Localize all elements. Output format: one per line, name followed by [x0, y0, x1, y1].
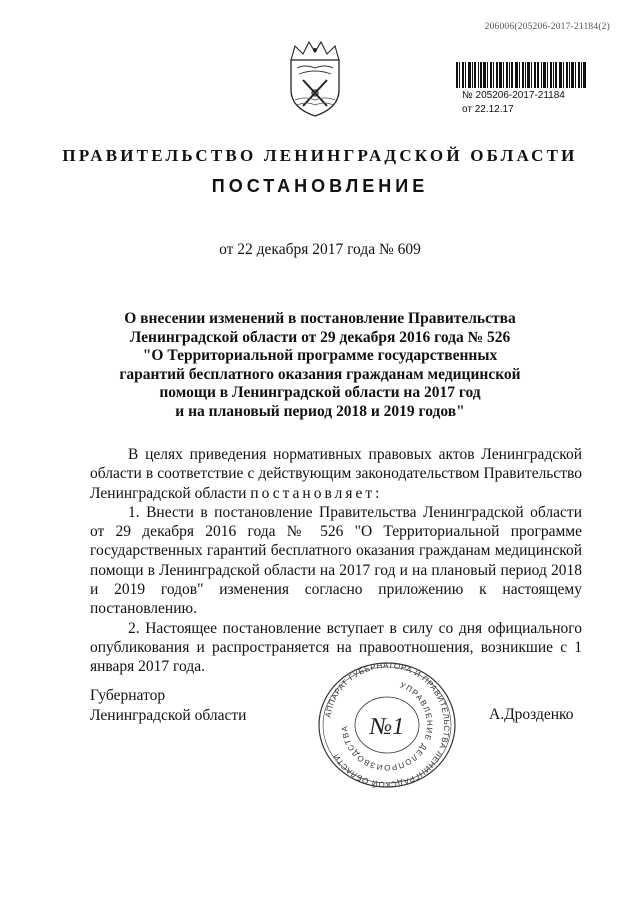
registration-date: от 22.12.17: [462, 104, 514, 115]
seal-inner-text: УПРАВЛЕНИЕ ДЕЛОПРОИЗВОДСТВА: [339, 680, 435, 773]
top-reference-number: 206006(205206-2017-21184(2): [484, 22, 610, 32]
signer-name: А.Дрозденко: [489, 706, 574, 723]
coat-of-arms-icon: [285, 38, 345, 118]
signer-position: [90, 686, 246, 726]
document-date-number: от 22 декабря 2017 года № 609: [219, 241, 421, 258]
official-seal: [312, 660, 462, 790]
document-body: [90, 445, 582, 677]
signer-position-line: Ленинградской области: [90, 707, 247, 724]
item-1-paragraph: 1. Внести в постановление Правительства Ленинградской области от 29 декабря 2016 года № 526 "О Территориальной программе государственных гарантий бесплатного оказания гражданам медицинской помощи в Ленинградской области на 2017 год и на плановый период 2018 и 2019 годов" изменения согласно приложению к настоящему постановлению.: [90, 503, 582, 618]
registration-number: № 205206-2017-21184: [462, 90, 565, 101]
title-line: Ленинградской области от 29 декабря 2016 года № 526: [129, 328, 511, 346]
seal-center-text: №1: [369, 714, 405, 740]
title-line: О внесении изменений в постановление Правительства: [124, 310, 516, 327]
seal-outer-text: АППАРАТ ГУБЕРНАТОРА И ПРАВИТЕЛЬСТВА ЛЕНИНГРАДСКОЙ ОБЛАСТИ: [323, 660, 452, 790]
title-line: помощи в Ленинградской области на 2017 год: [159, 384, 481, 401]
title-line: гарантий бесплатного оказания гражданам медицинской: [119, 365, 521, 383]
preamble-action: постановляет:: [250, 484, 383, 502]
preamble-paragraph: [90, 445, 582, 503]
item-2-paragraph: 2. Настоящее постановление вступает в силу со дня официального опубликования и распространяется на правоотношения, возникшие с 1 января 2017 года.: [90, 619, 582, 676]
barcode-icon: [456, 62, 586, 88]
government-name: ПРАВИТЕЛЬСТВО ЛЕНИНГРАДСКОЙ ОБЛАСТИ: [62, 146, 578, 165]
title-line: и на плановый период 2018 и 2019 годов": [175, 402, 465, 420]
title-line: "О Территориальной программе государственных: [142, 347, 498, 364]
signer-position-line: Губернатор: [90, 687, 166, 704]
document-title: [110, 310, 530, 421]
preamble-text: В целях приведения нормативных правовых актов Ленинградской области в соответствие с действующим законодательством Правительство Ленинградской области: [90, 446, 582, 502]
document-type: ПОСТАНОВЛЕНИЕ: [211, 176, 429, 196]
